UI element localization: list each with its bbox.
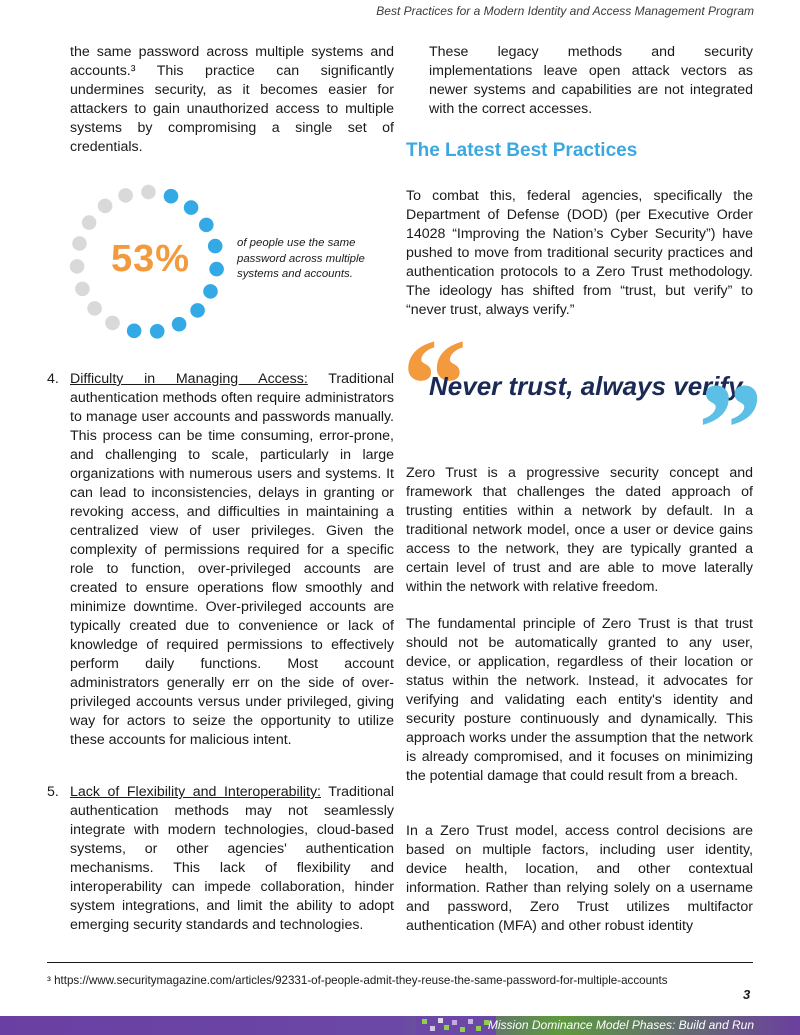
body-paragraph	[406, 615, 753, 786]
stat-dot-filled	[150, 324, 165, 339]
section-intro	[406, 187, 753, 320]
stat-dot-empty	[70, 259, 85, 274]
stat-dot-empty	[87, 301, 102, 316]
list-item-body	[70, 783, 394, 935]
stat-dot-filled	[199, 218, 214, 233]
stat-dot-filled	[209, 262, 224, 277]
stat-dot-empty	[72, 236, 87, 251]
stat-dot-filled	[127, 324, 142, 339]
stat-dot-filled	[203, 284, 218, 299]
pull-quote: Never trust, always verify.	[429, 371, 749, 401]
list-item	[47, 370, 394, 750]
body-paragraph	[406, 822, 753, 936]
list-number: 5.	[47, 784, 59, 800]
paragraph-text: Zero Trust is a progressive security concept and framework that challenges the dated approach of trusting entities within a network by default. In a traditional network model, once a user or device gains access to the network, they are typically granted a certain level of trust and are able to move laterally within the network with relative freedom.	[406, 465, 753, 595]
stat-dot-filled	[164, 189, 179, 204]
open-quote-mark: “	[402, 313, 467, 457]
stat-dot-empty	[82, 215, 97, 230]
stat-dot-filled	[184, 200, 199, 215]
stat-dot-empty	[75, 282, 90, 297]
stat-dot-filled	[208, 239, 223, 254]
footer-pixel-pattern	[416, 1016, 496, 1035]
left-intro-paragraph	[70, 43, 394, 157]
list-item-text: Traditional authentication methods may not seamlessly integrate with modern technologies, cloud-based systems, or other agencies' authentication mechanisms. This lack of flexibility and interoperability can impede collaboration, hinder system integrations, and limit the ability to adopt emerging security standards and technologies.	[70, 784, 395, 933]
right-intro-paragraph	[429, 43, 753, 119]
list-item-body	[70, 370, 394, 750]
paragraph-text: In a Zero Trust model, access control decisions are based on multiple factors, including user identity, device health, location, and other contextual information. Rather than relying solely on a username and password, Zero Trust utilizes multifactor authentication (MFA) and other robust identity	[406, 823, 753, 934]
right-intro-text: These legacy methods and security implementations leave open attack vectors as newer systems and capabilities are not integrated with the correct accesses.	[429, 44, 753, 117]
page-number: 3	[743, 987, 751, 1002]
footnote: ³ https://www.securitymagazine.com/articles/92331-of-people-admit-they-reuse-the-same-password-for-multiple-accounts	[47, 974, 668, 987]
list-item	[47, 783, 394, 935]
left-intro-text: the same password across multiple systems and accounts.³ This practice can significantly undermines security, as it becomes easier for attackers to gain unauthorized access to multiple systems by compromising a single set of credentials.	[70, 44, 394, 155]
stat-dot-empty	[105, 316, 120, 331]
stat-dot-filled	[172, 317, 187, 332]
footnote-divider	[47, 962, 753, 963]
list-item-lead: Lack of Flexibility and Interoperability:	[70, 784, 321, 800]
list-item-lead: Difficulty in Managing Access:	[70, 371, 308, 387]
stat-dot-empty	[118, 188, 133, 203]
stat-dot-filled	[190, 303, 205, 318]
stat-value: 53%	[111, 238, 191, 280]
body-paragraph	[406, 464, 753, 597]
paragraph-text: The fundamental principle of Zero Trust is that trust should not be automatically granted to any user, device, or application, regardless of their location or status within the network. Instead, it advocates for verifying and validating each entity's identity and security posture continuously and dynamically. This approach works under the assumption that the network is already compromised, and it focuses on minimizing the potential damage that could result from a breach.	[406, 616, 753, 784]
close-quote-mark: ”	[698, 357, 763, 501]
stat-dot-empty	[98, 199, 113, 214]
stat-caption: of people use the same password across multiple systems and accounts.	[237, 237, 365, 280]
stat-dot-empty	[141, 185, 156, 200]
section-intro-text: To combat this, federal agencies, specifically the Department of Defense (DOD) (per Executive Order 14028 “Improving the Nation’s Cyber Security”) have pushed to move from traditional security practices and authentication protocols to a Zero Trust methodology. The ideology has shifted from “trust, but verify” to “never trust, always verify.”	[406, 188, 753, 318]
footer-text: Mission Dominance Model Phases: Build and Run	[487, 1018, 754, 1032]
running-header: Best Practices for a Modern Identity and Access Management Program	[376, 4, 754, 18]
list-item-text: Traditional authentication methods often require administrators to manage user accounts and passwords manually. This process can be time consuming, error-prone, and challenging to scale, particularly in large organizations with numerous users and systems. It can lead to inconsistencies, delays in granting or revoking access, and difficulties in maintaining a centralized view of user privileges. Given the complexity of permissions required for a specific role to function, over-privileged accounts are created to ensure operations flow smoothly and minimize downtime. Over-privileged accounts are typically created due to convenience or lack of knowledge of required permissions to effectively perform daily functions. Most account administrators generally err on the side of over-privileged accounts versus under privileged, giving way for actors to seize the opportunity to utilize these accounts for malicious intent.	[70, 371, 394, 748]
section-title: The Latest Best Practices	[406, 140, 638, 161]
list-number: 4.	[47, 371, 59, 387]
